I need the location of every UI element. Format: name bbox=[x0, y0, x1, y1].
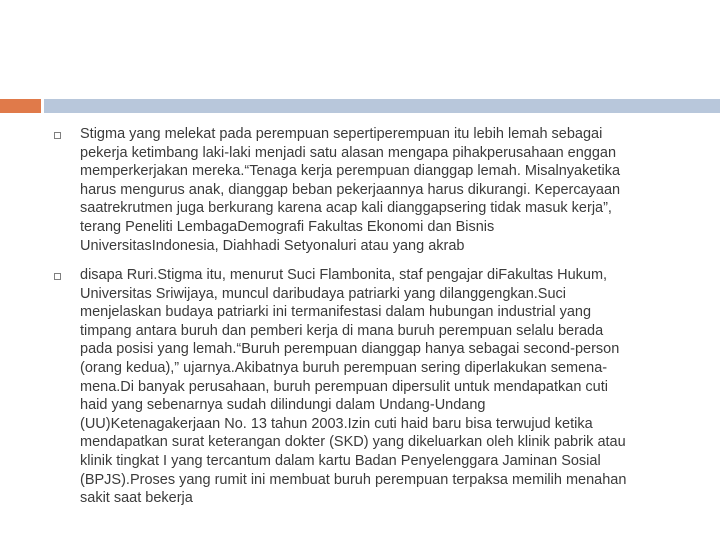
text-line: haid yang sebenarnya sudah dilindungi dalam Undang-Undang bbox=[80, 397, 486, 414]
text-line: mendapatkan surat keterangan dokter (SKD) yang dikeluarkan oleh klinik pabrik atau bbox=[80, 434, 626, 451]
text-line: sakit saat bekerja bbox=[80, 490, 193, 507]
text-line: timpang antara buruh dan pemberi kerja di mana buruh perempuan selalu berada bbox=[80, 322, 604, 339]
text-line: (BPJS).Proses yang rumit ini membuat buruh perempuan terpaksa memilih menahan bbox=[80, 471, 627, 488]
text-line: mena.Di banyak perusahaan, buruh perempuan dipersulit untuk mendapatkan cuti bbox=[80, 378, 608, 395]
text-line: disapa Ruri.Stigma itu, menurut Suci Flambonita, staf pengajar diFakultas Hukum, bbox=[80, 267, 608, 283]
text-line: memperkerjakan mereka.“Tenaga kerja perempuan dianggap lemah. Misalnyaketika bbox=[80, 163, 621, 180]
square-bullet-icon bbox=[54, 132, 61, 139]
square-bullet-icon bbox=[54, 273, 61, 280]
text-line: (UU)Ketenagakerjaan No. 13 tahun 2003.Izin cuti haid baru bisa terwujud ketika bbox=[80, 415, 593, 432]
text-line: Stigma yang melekat pada perempuan sepertiperempuan itu lebih lemah sebagai bbox=[80, 126, 603, 142]
text-line: menjelaskan budaya patriarki ini termanifestasi dalam hubungan industrial yang bbox=[80, 304, 592, 321]
text-line: harus mengurus anak, dianggap beban pekerjaannya harus dikurangi. Kepercayaan bbox=[80, 181, 621, 198]
text-line: pekerja ketimbang laki-laki menjadi satu alasan mengapa pihakperusahaan enggan bbox=[80, 144, 617, 161]
text-line: Universitas Sriwijaya, muncul daribudaya patriarki yang dilanggengkan.Suci bbox=[80, 285, 567, 302]
text-line: klinik tingkat I yang tercantum dalam kartu Badan Penyelenggara Jaminan Sosial bbox=[80, 452, 601, 469]
text-line: (orang kedua),” ujarnya.Akibatnya buruh perempuan sering diperlakukan semena- bbox=[80, 359, 608, 376]
text-line: UniversitasIndonesia, Diahhadi Setyonaluri atau yang akrab bbox=[80, 237, 465, 254]
bullet-paragraph bbox=[80, 125, 690, 255]
text-line: pada posisi yang lemah.“Buruh perempuan dianggap hanya sebagai second-person bbox=[80, 341, 620, 358]
bullet-paragraph bbox=[80, 266, 690, 508]
text-line: terang Peneliti LembagaDemografi Fakultas Ekonomi dan Bisnis bbox=[80, 218, 495, 235]
text-line: saatrekrutmen juga berkurang karena acap kali dianggapsering tidak masuk kerja”, bbox=[80, 200, 612, 217]
